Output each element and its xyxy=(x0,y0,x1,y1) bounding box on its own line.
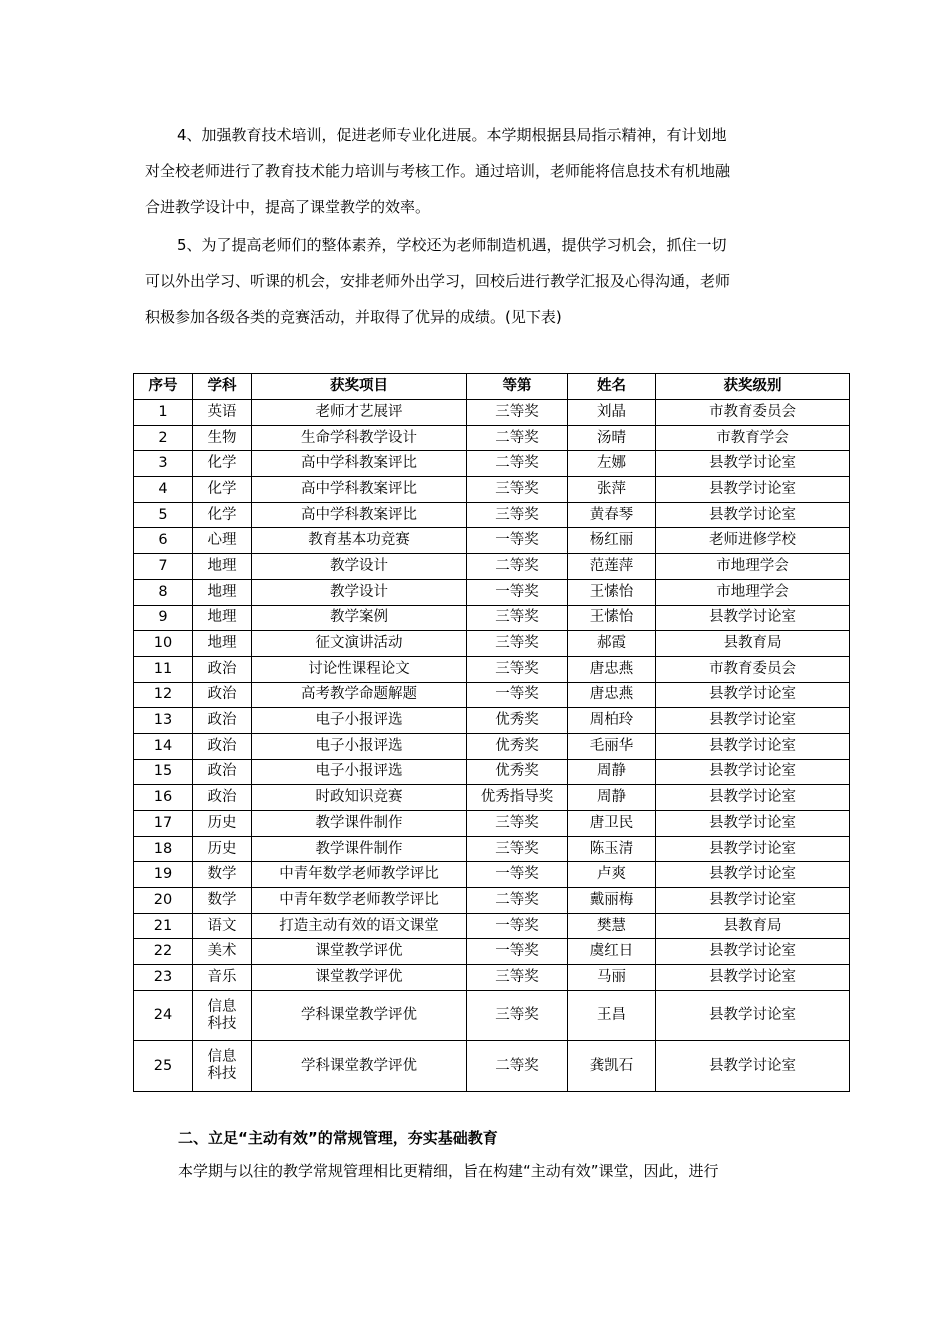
cell-name: 王愫怡 xyxy=(568,579,656,605)
cell-name: 樊慧 xyxy=(568,913,656,939)
cell-name: 戴丽梅 xyxy=(568,888,656,914)
cell-name: 张萍 xyxy=(568,477,656,503)
cell-grade: 三等奖 xyxy=(467,965,568,991)
section-paragraph: 本学期与以往的教学常规管理相比更精细，旨在构建“主动有效”课堂，因此，进行 xyxy=(178,1162,719,1180)
cell-award-level: 老师进修学校 xyxy=(656,528,850,554)
cell-subject-part: 科技 xyxy=(207,1066,237,1083)
table-row xyxy=(134,1041,850,1092)
cell-award-item: 讨论性课程论文 xyxy=(252,656,467,682)
cell-award-level: 县教学讨论室 xyxy=(656,759,850,785)
cell-subject: 化学 xyxy=(193,477,252,503)
cell-award-item: 电子小报评选 xyxy=(252,759,467,785)
cell-award-item: 老师才艺展评 xyxy=(252,400,467,426)
cell-index: 22 xyxy=(134,939,193,965)
cell-award-level: 市教育委员会 xyxy=(656,656,850,682)
cell-award-item: 学科课堂教学评优 xyxy=(252,1041,467,1092)
cell-name: 王愫怡 xyxy=(568,605,656,631)
cell-subject: 政治 xyxy=(193,682,252,708)
cell-grade: 三等奖 xyxy=(467,605,568,631)
cell-grade: 一等奖 xyxy=(467,862,568,888)
cell-award-level: 县教学讨论室 xyxy=(656,785,850,811)
paragraph-4 xyxy=(145,117,810,225)
cell-award-item: 高中学科教案评比 xyxy=(252,477,467,503)
cell-award-level: 县教学讨论室 xyxy=(656,451,850,477)
table-header-row xyxy=(134,374,850,400)
table-row xyxy=(134,939,850,965)
table-row xyxy=(134,759,850,785)
cell-index: 16 xyxy=(134,785,193,811)
column-header-name: 姓名 xyxy=(568,374,656,400)
cell-award-level: 县教学讨论室 xyxy=(656,502,850,528)
cell-grade: 一等奖 xyxy=(467,528,568,554)
cell-subject: 政治 xyxy=(193,656,252,682)
cell-grade: 一等奖 xyxy=(467,579,568,605)
table-row xyxy=(134,502,850,528)
table-row xyxy=(134,862,850,888)
cell-subject: 数学 xyxy=(193,888,252,914)
paragraph-5 xyxy=(145,227,810,335)
cell-award-item: 中青年数学老师教学评比 xyxy=(252,862,467,888)
cell-grade: 三等奖 xyxy=(467,836,568,862)
cell-award-item: 教学设计 xyxy=(252,554,467,580)
cell-index: 21 xyxy=(134,913,193,939)
table-row xyxy=(134,811,850,837)
cell-award-level: 市教育学会 xyxy=(656,425,850,451)
table-row xyxy=(134,425,850,451)
cell-index: 19 xyxy=(134,862,193,888)
cell-name: 周静 xyxy=(568,759,656,785)
cell-subject-part: 信息 xyxy=(207,998,237,1015)
cell-award-level: 县教学讨论室 xyxy=(656,733,850,759)
table-row xyxy=(134,400,850,426)
cell-award-item: 高考教学命题解题 xyxy=(252,682,467,708)
paragraph-line: 4、加强教育技术培训，促进老师专业化进展。本学期根据县局指示精神，有计划地 xyxy=(177,126,727,144)
cell-index: 20 xyxy=(134,888,193,914)
cell-grade: 二等奖 xyxy=(467,451,568,477)
cell-subject: 地理 xyxy=(193,554,252,580)
cell-award-item: 打造主动有效的语文课堂 xyxy=(252,913,467,939)
cell-grade: 优秀奖 xyxy=(467,733,568,759)
cell-award-level: 县教学讨论室 xyxy=(656,990,850,1041)
cell-name: 郝霞 xyxy=(568,631,656,657)
cell-name: 刘晶 xyxy=(568,400,656,426)
cell-award-item: 电子小报评选 xyxy=(252,733,467,759)
paragraph-line: 积极参加各级各类的竞赛活动，并取得了优异的成绩。(见下表) xyxy=(145,308,562,326)
cell-grade: 三等奖 xyxy=(467,502,568,528)
cell-award-level: 县教学讨论室 xyxy=(656,888,850,914)
cell-grade: 二等奖 xyxy=(467,554,568,580)
cell-name: 龚凯石 xyxy=(568,1041,656,1092)
cell-award-level: 县教学讨论室 xyxy=(656,939,850,965)
awards-table xyxy=(133,373,850,1092)
cell-award-level: 县教学讨论室 xyxy=(656,708,850,734)
table-row xyxy=(134,656,850,682)
cell-index: 15 xyxy=(134,759,193,785)
cell-subject: 美术 xyxy=(193,939,252,965)
cell-index: 6 xyxy=(134,528,193,554)
cell-subject: 历史 xyxy=(193,836,252,862)
cell-subject xyxy=(193,1041,252,1092)
cell-award-level: 县教学讨论室 xyxy=(656,965,850,991)
cell-award-item: 生命学科教学设计 xyxy=(252,425,467,451)
table-row xyxy=(134,579,850,605)
cell-award-item: 教育基本功竞赛 xyxy=(252,528,467,554)
cell-index: 9 xyxy=(134,605,193,631)
cell-subject: 语文 xyxy=(193,913,252,939)
cell-award-item: 时政知识竞赛 xyxy=(252,785,467,811)
cell-name: 王昌 xyxy=(568,990,656,1041)
cell-grade: 二等奖 xyxy=(467,425,568,451)
cell-index: 17 xyxy=(134,811,193,837)
cell-index: 11 xyxy=(134,656,193,682)
cell-grade: 优秀奖 xyxy=(467,708,568,734)
cell-subject-part: 信息 xyxy=(207,1049,237,1066)
cell-award-item: 学科课堂教学评优 xyxy=(252,990,467,1041)
table-row xyxy=(134,708,850,734)
cell-subject: 政治 xyxy=(193,785,252,811)
cell-subject-part: 科技 xyxy=(207,1015,237,1032)
cell-name: 周静 xyxy=(568,785,656,811)
column-header-index: 序号 xyxy=(134,374,193,400)
cell-grade: 优秀奖 xyxy=(467,759,568,785)
table-row xyxy=(134,605,850,631)
table-row xyxy=(134,554,850,580)
cell-award-level: 县教学讨论室 xyxy=(656,862,850,888)
cell-award-level: 县教学讨论室 xyxy=(656,1041,850,1092)
cell-award-item: 征文演讲活动 xyxy=(252,631,467,657)
cell-index: 23 xyxy=(134,965,193,991)
column-header-subject: 学科 xyxy=(193,374,252,400)
cell-subject: 地理 xyxy=(193,631,252,657)
column-header-award-item: 获奖项目 xyxy=(252,374,467,400)
column-header-grade: 等第 xyxy=(467,374,568,400)
cell-grade: 一等奖 xyxy=(467,913,568,939)
cell-subject: 政治 xyxy=(193,733,252,759)
table-row xyxy=(134,965,850,991)
cell-index: 4 xyxy=(134,477,193,503)
cell-award-item: 教学案例 xyxy=(252,605,467,631)
cell-index: 3 xyxy=(134,451,193,477)
cell-grade: 二等奖 xyxy=(467,1041,568,1092)
cell-award-item: 课堂教学评优 xyxy=(252,939,467,965)
table-body xyxy=(134,400,850,1092)
cell-award-item: 高中学科教案评比 xyxy=(252,451,467,477)
column-header-award-level: 获奖级别 xyxy=(656,374,850,400)
cell-index: 2 xyxy=(134,425,193,451)
cell-index: 10 xyxy=(134,631,193,657)
section-heading: 二、立足“主动有效”的常规管理，夯实基础教育 xyxy=(178,1129,498,1147)
cell-subject: 政治 xyxy=(193,759,252,785)
cell-grade: 三等奖 xyxy=(467,400,568,426)
paragraph-line: 5、为了提高老师们的整体素养，学校还为老师制造机遇，提供学习机会，抓住一切 xyxy=(177,236,727,254)
cell-name: 虞红日 xyxy=(568,939,656,965)
table-row xyxy=(134,836,850,862)
cell-subject: 地理 xyxy=(193,605,252,631)
cell-award-level: 县教学讨论室 xyxy=(656,836,850,862)
cell-grade: 三等奖 xyxy=(467,631,568,657)
cell-award-item: 教学课件制作 xyxy=(252,811,467,837)
cell-subject: 音乐 xyxy=(193,965,252,991)
cell-name: 周柏玲 xyxy=(568,708,656,734)
cell-name: 唐忠燕 xyxy=(568,656,656,682)
cell-award-item: 课堂教学评优 xyxy=(252,965,467,991)
cell-subject: 地理 xyxy=(193,579,252,605)
cell-award-item: 高中学科教案评比 xyxy=(252,502,467,528)
cell-name: 毛丽华 xyxy=(568,733,656,759)
cell-subject: 英语 xyxy=(193,400,252,426)
cell-subject: 数学 xyxy=(193,862,252,888)
cell-grade: 三等奖 xyxy=(467,990,568,1041)
table-row xyxy=(134,733,850,759)
cell-index: 8 xyxy=(134,579,193,605)
cell-index: 7 xyxy=(134,554,193,580)
table-row xyxy=(134,888,850,914)
table-row xyxy=(134,451,850,477)
paragraph-line: 对全校老师进行了教育技术能力培训与考核工作。通过培训，老师能将信息技术有机地融 xyxy=(145,162,731,180)
cell-index: 14 xyxy=(134,733,193,759)
cell-index: 13 xyxy=(134,708,193,734)
cell-award-level: 县教育局 xyxy=(656,913,850,939)
cell-subject: 历史 xyxy=(193,811,252,837)
table-row xyxy=(134,631,850,657)
cell-grade: 一等奖 xyxy=(467,939,568,965)
table-row xyxy=(134,990,850,1041)
cell-name: 杨红丽 xyxy=(568,528,656,554)
table-row xyxy=(134,682,850,708)
cell-index: 12 xyxy=(134,682,193,708)
cell-subject: 心理 xyxy=(193,528,252,554)
cell-award-level: 市地理学会 xyxy=(656,579,850,605)
cell-award-level: 县教学讨论室 xyxy=(656,682,850,708)
cell-name: 黄春琴 xyxy=(568,502,656,528)
cell-index: 25 xyxy=(134,1041,193,1092)
cell-grade: 二等奖 xyxy=(467,888,568,914)
cell-subject: 生物 xyxy=(193,425,252,451)
cell-name: 马丽 xyxy=(568,965,656,991)
cell-name: 陈玉清 xyxy=(568,836,656,862)
cell-award-level: 市地理学会 xyxy=(656,554,850,580)
cell-subject xyxy=(193,990,252,1041)
cell-subject: 政治 xyxy=(193,708,252,734)
cell-award-level: 县教学讨论室 xyxy=(656,605,850,631)
table-row xyxy=(134,528,850,554)
cell-subject: 化学 xyxy=(193,451,252,477)
cell-name: 唐忠燕 xyxy=(568,682,656,708)
cell-index: 24 xyxy=(134,990,193,1041)
cell-award-item: 教学设计 xyxy=(252,579,467,605)
cell-index: 18 xyxy=(134,836,193,862)
paragraph-line: 可以外出学习、听课的机会，安排老师外出学习，回校后进行教学汇报及心得沟通，老师 xyxy=(145,272,731,290)
cell-grade: 三等奖 xyxy=(467,656,568,682)
cell-award-level: 县教学讨论室 xyxy=(656,477,850,503)
cell-grade: 优秀指导奖 xyxy=(467,785,568,811)
cell-grade: 三等奖 xyxy=(467,811,568,837)
cell-name: 汤晴 xyxy=(568,425,656,451)
cell-index: 5 xyxy=(134,502,193,528)
table-row xyxy=(134,913,850,939)
cell-grade: 三等奖 xyxy=(467,477,568,503)
cell-name: 范莲萍 xyxy=(568,554,656,580)
cell-index: 1 xyxy=(134,400,193,426)
cell-name: 卢爽 xyxy=(568,862,656,888)
cell-award-item: 教学课件制作 xyxy=(252,836,467,862)
cell-name: 左娜 xyxy=(568,451,656,477)
cell-name: 唐卫民 xyxy=(568,811,656,837)
table-row xyxy=(134,477,850,503)
cell-award-level: 县教育局 xyxy=(656,631,850,657)
cell-grade: 一等奖 xyxy=(467,682,568,708)
cell-subject: 化学 xyxy=(193,502,252,528)
cell-award-level: 县教学讨论室 xyxy=(656,811,850,837)
cell-award-level: 市教育委员会 xyxy=(656,400,850,426)
cell-award-item: 中青年数学老师教学评比 xyxy=(252,888,467,914)
paragraph-line: 合进教学设计中，提高了课堂教学的效率。 xyxy=(145,198,431,216)
cell-award-item: 电子小报评选 xyxy=(252,708,467,734)
table-row xyxy=(134,785,850,811)
